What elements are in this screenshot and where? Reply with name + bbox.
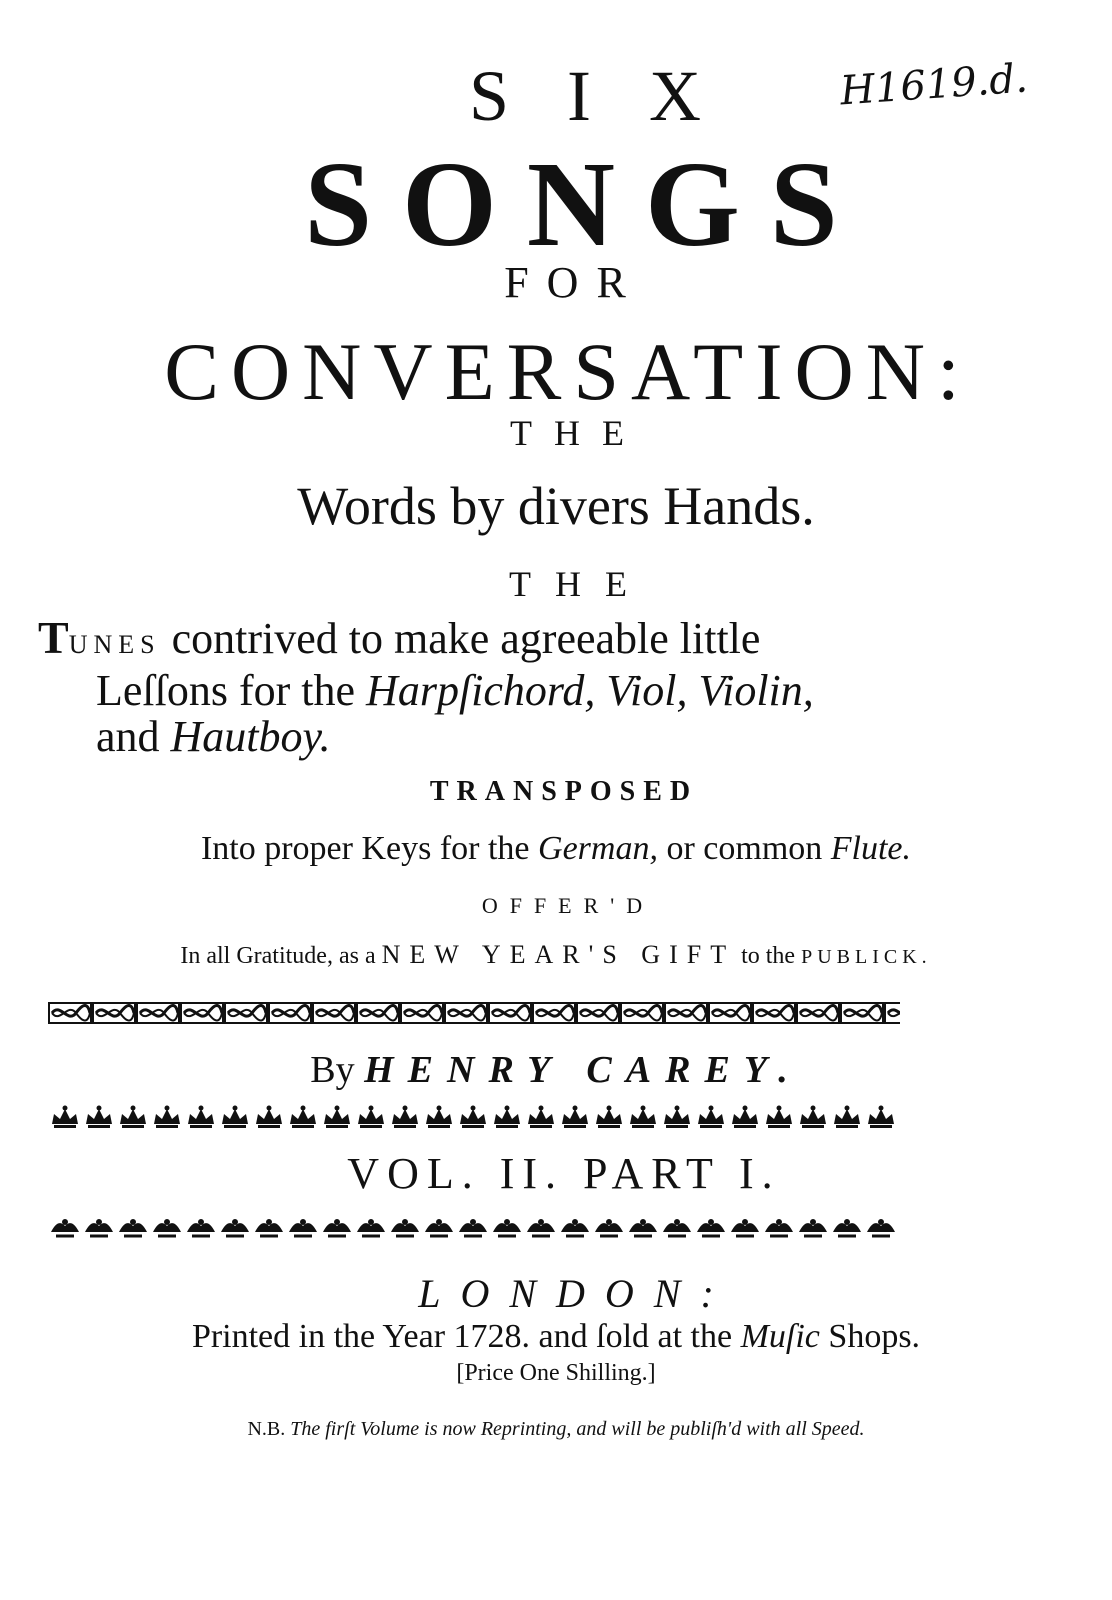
- tunes-and: and: [96, 712, 160, 761]
- title-six: SIX: [468, 56, 759, 136]
- tunes-initial: T: [38, 612, 69, 663]
- the-heading-2: THE: [509, 564, 651, 604]
- printed-prefix: Printed in the Year 1728. and ſold at the: [191, 1318, 733, 1355]
- gratitude-gift: NEW YEAR'S GIFT: [381, 940, 736, 969]
- byline-by: By: [310, 1049, 355, 1091]
- gratitude-to: to the: [741, 943, 796, 969]
- imprint-london: LONDON:: [418, 1271, 734, 1316]
- imprint-printed: [0, 1318, 1112, 1356]
- tunes-text-1: contrived to make agreeable little: [171, 614, 761, 663]
- offerd-heading: OFFER'D: [481, 893, 655, 918]
- into-mid: or common: [666, 830, 823, 867]
- instrument-violin: Violin,: [698, 666, 814, 715]
- author-name: HENRY CAREY.: [364, 1049, 802, 1091]
- into-prefix: Into proper Keys for the: [200, 830, 530, 867]
- transposed-heading: TRANSPOSED: [429, 776, 699, 807]
- instrument-viol: Viol,: [606, 666, 688, 715]
- ornamental-border-1: [48, 1000, 900, 1026]
- price-line: [Price One Shilling.]: [456, 1360, 656, 1386]
- shelfmark: H1619.d.: [838, 55, 1030, 115]
- printed-music: Muſic: [740, 1318, 820, 1355]
- nota-bene: [0, 1418, 1112, 1441]
- into-german: German,: [538, 830, 658, 867]
- nb-text: The firſt Volume is now Reprinting, and will be publiſh'd with all Speed.: [290, 1418, 865, 1440]
- ornamental-border-2: [48, 1104, 900, 1130]
- into-line: [0, 830, 1112, 868]
- the-heading-1: THE: [510, 413, 646, 453]
- into-flute: Flute.: [830, 830, 912, 867]
- printed-suffix: Shops.: [828, 1318, 921, 1355]
- byline: [0, 1048, 1112, 1092]
- tunes-smallcaps: UNES: [68, 630, 161, 659]
- title-songs: SONGS: [304, 137, 868, 272]
- gratitude-prefix: In all Gratitude, as a: [180, 943, 376, 969]
- ornamental-border-3: [48, 1214, 900, 1240]
- instrument-hautboy: Hautboy.: [170, 712, 331, 761]
- tunes-paragraph: [38, 612, 814, 761]
- title-for: FOR: [504, 258, 644, 307]
- tunes-lessons: Leſſons for the: [96, 666, 356, 715]
- instrument-harpsichord: Harpſichord,: [366, 666, 596, 715]
- title-conversation: CONVERSATION:: [164, 326, 972, 417]
- gratitude-line: [0, 940, 1112, 970]
- words-line: Words by divers Hands.: [297, 476, 815, 536]
- nb-label: N.B.: [247, 1418, 286, 1440]
- gratitude-publick: PUBLICK.: [801, 946, 932, 968]
- volume-line: VOL. II. PART I.: [347, 1149, 781, 1198]
